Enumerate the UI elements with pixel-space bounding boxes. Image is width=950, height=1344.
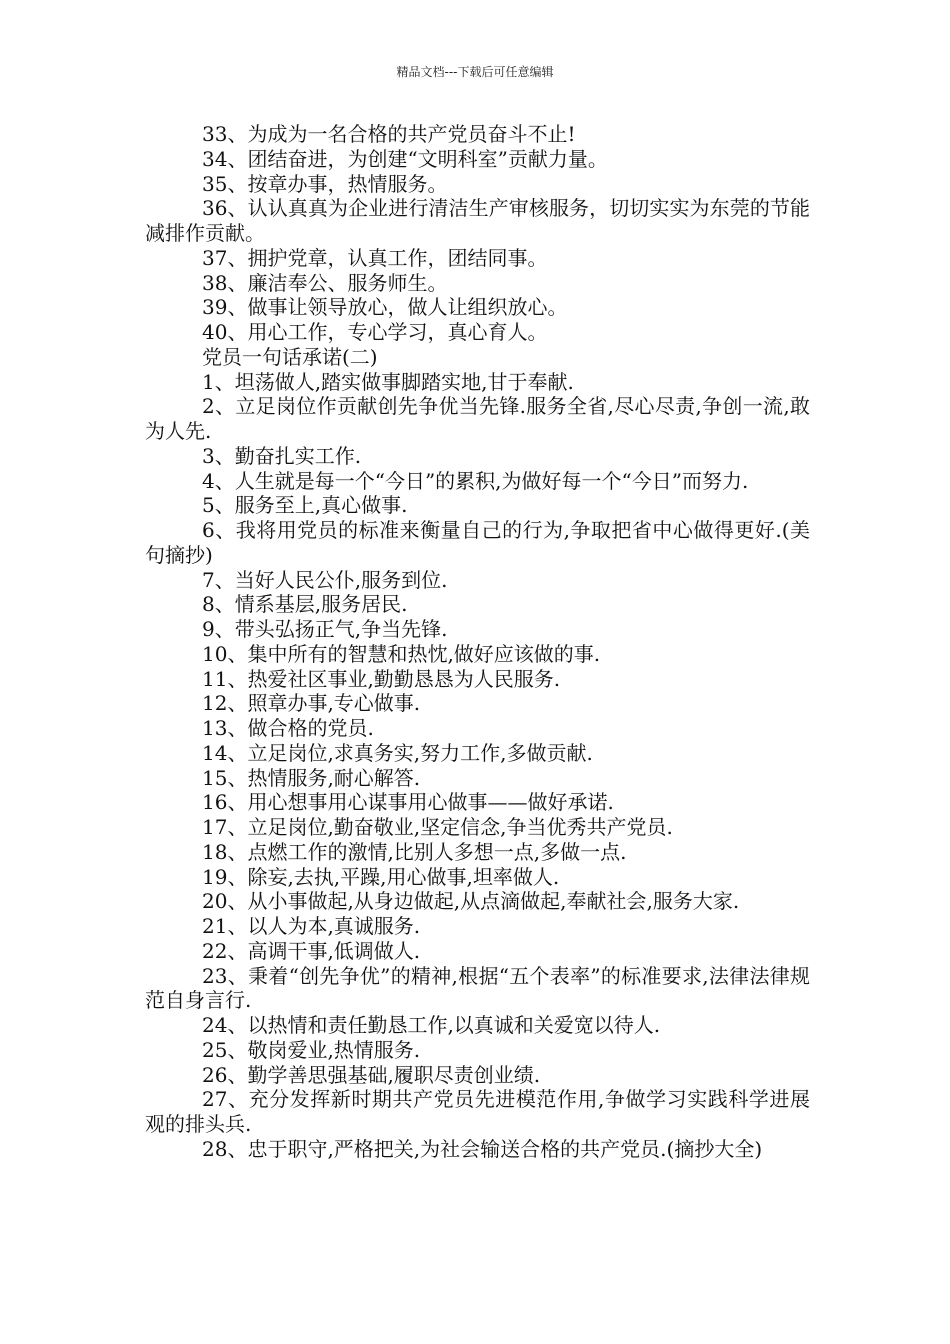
paragraph: 35、按章办事，热情服务。 [202, 171, 448, 196]
paragraph: 2、立足岗位作贡献创先争优当先锋.服务全省,尽心尽责,争创一流,敢为人先. [145, 394, 810, 443]
paragraph: 16、用心想事用心谋事用心做事——做好承诺. [202, 790, 614, 815]
paragraph: 17、立足岗位,勤奋敬业,坚定信念,争当优秀共产党员. [202, 815, 673, 839]
paragraph: 10、集中所有的智慧和热忱,做好应该做的事. [202, 641, 601, 666]
paragraph: 39、做事让领导放心，做人让组织放心。 [202, 295, 568, 320]
paragraph: 23、秉着“创先争优”的精神,根据“五个表率”的标准要求,法律法律规范自身言行. [145, 963, 810, 1013]
paragraph: 8、情系基层,服务居民. [202, 592, 408, 617]
paragraph: 26、勤学善思强基础,履职尽责创业绩. [202, 1062, 541, 1087]
paragraph: 18、点燃工作的激情,比别人多想一点,多做一点. [202, 839, 627, 864]
paragraph: 34、团结奋进，为创建“文明科室”贡献力量。 [202, 146, 608, 171]
paragraph: 19、除妄,去执,平躁,用心做事,坦率做人. [202, 864, 560, 889]
paragraph: 36、认认真真为企业进行清洁生产审核服务，切切实实为东莞的节能减排作贡献。 [145, 196, 810, 245]
paragraph: 25、敬岗爱业,热情服务. [202, 1037, 421, 1062]
paragraph: 37、拥护党章，认真工作，团结同事。 [202, 245, 548, 270]
paragraph: 3、勤奋扎实工作. [202, 443, 362, 468]
paragraph: 20、从小事做起,从身边做起,从点滴做起,奉献社会,服务大家. [202, 889, 740, 914]
paragraph: 22、高调干事,低调做人. [202, 938, 421, 963]
page-header: 精品文档---下载后可任意编辑 [396, 65, 554, 79]
paragraph: 12、照章办事,专心做事. [202, 691, 421, 716]
paragraph: 21、以人为本,真诚服务. [202, 914, 421, 938]
paragraph: 5、服务至上,真心做事. [202, 493, 408, 518]
document-body [145, 122, 810, 1162]
paragraph: 14、立足岗位,求真务实,努力工作,多做贡献. [202, 740, 593, 765]
paragraph: 28、忠于职守,严格把关,为社会输送合格的共产党员.(摘抄大全) [202, 1136, 763, 1161]
section-heading: 党员一句话承诺(二) [202, 344, 378, 369]
paragraph: 38、廉洁奉公、服务师生。 [202, 270, 448, 295]
paragraph: 6、我将用党员的标准来衡量自己的行为,争取把省中心做得更好.(美句摘抄) [145, 518, 810, 567]
paragraph: 7、当好人民公仆,服务到位. [202, 567, 448, 592]
paragraph: 1、坦荡做人,踏实做事脚踏实地,甘于奉献. [202, 369, 574, 394]
paragraph: 27、充分发挥新时期共产党员先进模范作用,争做学习实践科学进展观的排头兵. [145, 1087, 810, 1136]
paragraph: 40、用心工作，专心学习，真心育人。 [202, 320, 548, 344]
paragraph: 11、热爱社区事业,勤勤恳恳为人民服务. [202, 666, 561, 691]
paragraph: 24、以热情和责任勤恳工作,以真诚和关爱宽以待人. [202, 1013, 661, 1037]
paragraph: 13、做合格的党员. [202, 716, 374, 740]
paragraph: 15、热情服务,耐心解答. [202, 765, 421, 790]
paragraph: 33、为成为一名合格的共产党员奋斗不止! [202, 122, 576, 146]
paragraph: 4、人生就是每一个“今日”的累积,为做好每一个“今日”而努力. [202, 468, 749, 493]
paragraph: 9、带头弘扬正气,争当先锋. [202, 617, 448, 641]
